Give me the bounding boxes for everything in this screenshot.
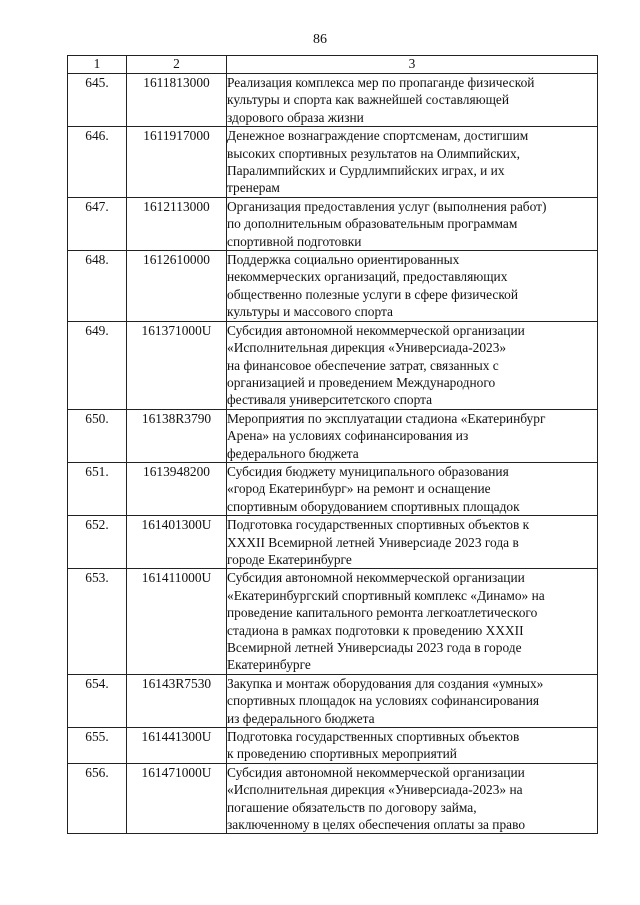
budget-code: 1611917000 [127, 127, 227, 198]
budget-code: 1612610000 [127, 251, 227, 322]
expense-name [227, 127, 598, 198]
expense-name [227, 251, 598, 322]
budget-code: 16138R3790 [127, 409, 227, 462]
expense-name-line: стадиона в рамках подготовки к проведению XXXII [227, 622, 524, 638]
table-row [68, 74, 598, 127]
expense-name-line: фестиваля университетского спорта [227, 392, 433, 408]
budget-code: 1611813000 [127, 74, 227, 127]
expense-name [227, 409, 598, 462]
page-number: 86 [313, 32, 327, 47]
row-number: 652. [68, 516, 127, 569]
expense-name-line: Мероприятия по эксплуатации стадиона «Екатеринбург [227, 410, 546, 426]
expense-name [227, 321, 598, 409]
row-number: 650. [68, 409, 127, 462]
table-row [68, 763, 598, 834]
expense-name-line: культуры и массового спорта [227, 304, 393, 320]
expense-name-line: «Исполнительная дирекция «Универсиада-2023» на [227, 782, 523, 798]
table-row [68, 674, 598, 727]
expense-name-line: городе Екатеринбурге [227, 551, 352, 567]
expense-name-line: по дополнительным образовательным программам [227, 216, 518, 232]
row-number: 655. [68, 728, 127, 764]
expense-name-line: культуры и спорта как важнейшей составляющей [227, 92, 510, 108]
table-row [68, 516, 598, 569]
expense-name-line: некоммерческих организаций, предоставляющих [227, 269, 508, 285]
table-row [68, 197, 598, 250]
expense-name [227, 728, 598, 764]
expense-name-line: XXXII Всемирной летней Универсиаде 2023 года в [227, 534, 519, 550]
expense-name [227, 763, 598, 834]
header-col-3: 3 [227, 56, 598, 74]
budget-code: 161401300U [127, 516, 227, 569]
expense-name-line: высоких спортивных результатов на Олимпийских, [227, 145, 520, 161]
expense-name-line: проведение капитального ремонта легкоатлетического [227, 605, 538, 621]
expense-name [227, 462, 598, 515]
expense-name-line: из федерального бюджета [227, 710, 375, 726]
expense-name-line: «Екатеринбургский спортивный комплекс «Динамо» на [227, 587, 545, 603]
expense-name-line: погашение обязательств по договору займа, [227, 799, 477, 815]
row-number: 647. [68, 197, 127, 250]
expense-name-line: организацией и проведением Международного [227, 374, 496, 390]
expense-name-line: спортивной подготовки [227, 233, 362, 249]
expense-name-line: Закупка и монтаж оборудования для создания «умных» [227, 675, 544, 691]
budget-code: 161441300U [127, 728, 227, 764]
row-number: 648. [68, 251, 127, 322]
expense-name [227, 74, 598, 127]
table-row [68, 462, 598, 515]
expense-name-line: Реализация комплекса мер по пропаганде физической [227, 75, 535, 90]
budget-code: 1613948200 [127, 462, 227, 515]
table-row [68, 321, 598, 409]
expense-name-line: общественно полезные услуги в сфере физической [227, 286, 519, 302]
expense-name-line: Субсидия автономной некоммерческой организации [227, 570, 525, 586]
table-body [68, 74, 598, 834]
row-number: 651. [68, 462, 127, 515]
expense-name-line: Субсидия автономной некоммерческой организации [227, 764, 525, 780]
header-col-1: 1 [68, 56, 127, 74]
expense-name-line: Екатеринбурге [227, 657, 311, 673]
row-number: 649. [68, 321, 127, 409]
expense-name-line: федерального бюджета [227, 445, 359, 461]
expense-name-line: тренерам [227, 180, 280, 196]
expense-name-line: Подготовка государственных спортивных объектов [227, 729, 520, 745]
budget-code: 161471000U [127, 763, 227, 834]
expense-name-line: Всемирной летней Универсиады 2023 года в городе [227, 640, 522, 655]
table-row [68, 569, 598, 674]
budget-code: 16143R7530 [127, 674, 227, 727]
row-number: 645. [68, 74, 127, 127]
row-number: 656. [68, 763, 127, 834]
budget-code: 1612113000 [127, 197, 227, 250]
expense-name-line: здорового образа жизни [227, 109, 364, 125]
table-row [68, 409, 598, 462]
expense-name-line: спортивных площадок на условиях софинансирования [227, 693, 540, 709]
table-header [68, 56, 598, 74]
table-row [68, 728, 598, 764]
expense-name-line: Субсидия бюджету муниципального образования [227, 463, 509, 479]
table-header-row [68, 56, 598, 74]
expense-name-line: спортивным оборудованием спортивных площадок [227, 498, 520, 514]
row-number: 654. [68, 674, 127, 727]
expense-name-line: Денежное вознаграждение спортсменам, достигшим [227, 128, 529, 144]
expense-name-line: на финансовое обеспечение затрат, связанных с [227, 357, 499, 373]
expense-name-line: Подготовка государственных спортивных объектов к [227, 517, 530, 533]
expense-name-line: «город Екатеринбург» на ремонт и оснащение [227, 481, 491, 497]
expense-name [227, 197, 598, 250]
row-number: 646. [68, 127, 127, 198]
expense-name-line: Поддержка социально ориентированных [227, 252, 460, 268]
budget-classification-table [67, 55, 598, 834]
expense-name-line: «Исполнительная дирекция «Универсиада-2023» [227, 340, 507, 356]
expense-name-line: Паралимпийских и Сурдлимпийских играх, и их [227, 163, 505, 179]
expense-name [227, 569, 598, 674]
row-number: 653. [68, 569, 127, 674]
budget-code: 161411000U [127, 569, 227, 674]
table-row [68, 251, 598, 322]
expense-name [227, 674, 598, 727]
expense-name-line: Организация предоставления услуг (выполнения работ) [227, 198, 547, 214]
expense-name-line: к проведению спортивных мероприятий [227, 746, 457, 762]
budget-code: 161371000U [127, 321, 227, 409]
expense-name [227, 516, 598, 569]
expense-name-line: Арена» на условиях софинансирования из [227, 428, 469, 444]
expense-name-line: Субсидия автономной некоммерческой организации [227, 322, 525, 338]
expense-name-line: заключенному в целях обеспечения оплаты за право [227, 817, 526, 833]
header-col-2: 2 [127, 56, 227, 74]
table-row [68, 127, 598, 198]
